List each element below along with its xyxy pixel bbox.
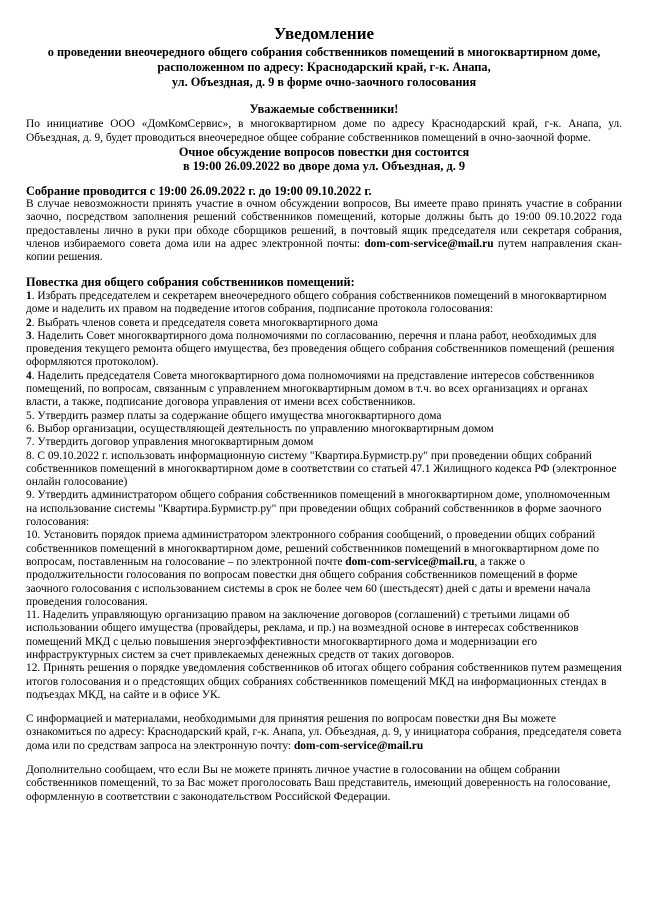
agenda-item (26, 423, 622, 436)
agenda-item (26, 410, 622, 423)
agenda-title: Повестка дня общего собрания собственников помещений: (26, 274, 355, 289)
spacer (26, 702, 622, 713)
agenda-number: 9 (26, 489, 32, 502)
meeting-period: Собрание проводится с 19:00 26.09.2022 г. до 19:00 09.10.2022 г. (26, 183, 372, 198)
absentee-paragraph (26, 198, 622, 264)
agenda-item (26, 609, 622, 662)
agenda-text: . Установить порядок приема администратором электронного собрания сообщений, о проведении общих собраний собственников помещений в многоквартирном доме, решений собственников помещений в многоквартирном доме по вопросам, поставленным на голосование – по электронной почте (26, 529, 600, 568)
spacer (26, 753, 622, 764)
agenda-text: . С 09.10.2022 г. использовать информационную систему "Квартира.Бурмистр.ру" при проведении общих собраний собственников помещений в многоквартирном доме в соответствии со статьей 47.1 Жилищного кодекса РФ (электронное онлайн голосование) (26, 449, 617, 489)
agenda-text: . Наделить Совет многоквартирного дома полномочиями по согласованию, перечня и плана работ, необходимых для проведения текущего ремонта общего имущества, без проведения общего собрания собственников помещений (решения оформляются протоколом). (26, 329, 615, 369)
agenda-text: . Наделить управляющую организацию правом на заключение договоров (соглашений) с третьими лицами об использовании общего имущества (провайдеры, реклама, и пр.) на возмездной основе в интересах собственников помещений МКД с целью повышения энергоэффективности многоквартирного дома и модернизации его инфраструктурных систем за счет привлекаемых денежных средств от таких договоров. (26, 609, 579, 661)
subtitle-line: ул. Объездная, д. 9 в форме очно-заочного голосования (171, 75, 477, 89)
agenda-item (26, 436, 622, 449)
agenda-number: 7 (26, 436, 32, 449)
absentee-tail: путем направления скан-копии решения. (26, 238, 622, 264)
info-paragraph (26, 713, 622, 753)
agenda-item (26, 489, 622, 529)
agenda-number: 2 (26, 316, 32, 329)
subtitle-line: расположенном по адресу: Краснодарский край, г-к. Анапа, (157, 60, 491, 74)
proxy-paragraph: Дополнительно сообщаем, что если Вы не можете принять личное участие в голосовании на общем собрании собственников помещений, то за Вас может проголосовать Ваш представитель, имеющий доверенность на голосование, оформленную в соответствии с законодательством Российской Федерации. (26, 764, 611, 803)
info-text: С информацией и материалами, необходимыми для принятия решения по вопросам повестки дня Вы можете ознакомиться по адресу: Краснодарский край, г-к. Анапа, ул. Объездная, д. 9, у инициатора собрания, председателя совета дома или по средствам запроса на электронную почту: (26, 713, 622, 752)
agenda-item (26, 317, 622, 330)
meeting-announcement (26, 145, 622, 174)
agenda-number: 11 (26, 609, 37, 622)
agenda-number: 1 (26, 289, 32, 302)
agenda-text-tail: , а также о продолжительности голосования по вопросам повестки дня общего собрания собственников помещений в форме заочного голосования с использованием системы в срок не более чем 60 (шестьдесят) дней с даты и времени начала проведения голосования. (26, 555, 591, 608)
agenda-list (26, 290, 622, 702)
agenda-text: . Выбор организации, осуществляющей деятельность по управлению многоквартирным домом (31, 422, 494, 435)
agenda-text: . Утвердить размер платы за содержание общего имущества многоквартирного дома (31, 409, 442, 422)
agenda-item (26, 529, 622, 609)
document-title: Уведомление (273, 24, 375, 43)
meeting-line: в 19:00 26.09.2022 во дворе дома ул. Объездная, д. 9 (182, 159, 466, 174)
document-subtitle (26, 45, 622, 90)
agenda-text: . Выбрать членов совета и председателя совета многоквартирного дома (31, 316, 378, 329)
absentee-text: В случае невозможности принять участие в очном обсуждении вопросов, Вы имеете право принять участие в собрании заочно, посредством заполнения решений собственников помещений, которые должны быть до 19:00 09.10.2022 года предоставлены лично в руки при обходе сборщиков решений, в почтовый ящик председателя или секретаря собрания, членов избираемого совета дома или на адрес электронной почты: (26, 198, 622, 251)
agenda-item (26, 450, 622, 490)
agenda-text: . Избрать председателем и секретарем внеочередного общего собрания собственников помещений в многоквартирном доме и наделить их правом на подведение итогов собрания, подписание протокола голосования: (26, 289, 607, 316)
agenda-number: 4 (26, 369, 32, 382)
agenda-text: . Утвердить договор управления многоквартирным домом (31, 436, 314, 449)
meeting-line: Очное обсуждение вопросов повестки дня состоится (178, 144, 470, 159)
info-email: dom-com-service@mail.ru (293, 739, 424, 752)
agenda-item (26, 330, 622, 370)
greeting: Уважаемые собственники! (249, 102, 399, 116)
agenda-number: 3 (26, 329, 32, 342)
agenda-number: 12 (26, 662, 38, 675)
agenda-item (26, 662, 622, 702)
agenda-number: 8 (26, 449, 32, 462)
intro-paragraph: По инициативе ООО «ДомКомСервис», в многоквартирном доме по адресу Краснодарский край, г-к. Анапа, ул. Объездная, д. 9, будет проводиться внеочередное общее собрание собственников помещений в очно-заочной форме. (26, 118, 622, 144)
agenda-email: dom-com-service@mail.ru (345, 555, 475, 568)
agenda-text: . Принять решения о порядке уведомления собственников об итогах общего собрания собственников путем размещения итогов голосования и о предстоящих общих собраниях собственников помещений МКД на информационных стендах в подъездах МКД, на сайте и в офисе УК. (26, 662, 622, 701)
agenda-number: 5 (26, 409, 32, 422)
agenda-item (26, 370, 622, 410)
agenda-item (26, 290, 622, 317)
agenda-text: . Утвердить администратором общего собрания собственников помещений в многоквартирном доме, уполномоченным на использование системы "Квартира.Бурмистр.ру" при проведении общих собраний собственников в форме заочного голосования: (26, 489, 611, 529)
agenda-text: . Наделить председателя Совета многоквартирного дома полномочиями на представление интересов собственников помещений, по вопросам, связанным с управлением многоквартирным домом в т.ч. во всех организациях и органах власти, а также, подписание договора управления от имени всех собственников. (26, 369, 595, 409)
agenda-number: 10 (26, 529, 38, 542)
contact-email: dom-com-service@mail.ru (364, 238, 494, 251)
agenda-number: 6 (26, 422, 32, 435)
subtitle-line: о проведении внеочередного общего собрания собственников помещений в многоквартирном доме, (47, 45, 601, 59)
